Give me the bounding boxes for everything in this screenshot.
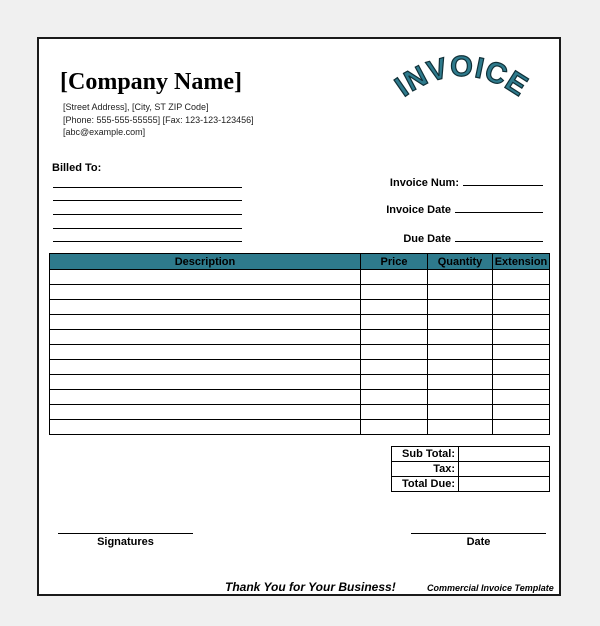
extension-cell[interactable] xyxy=(493,330,550,345)
extension-cell[interactable] xyxy=(493,270,550,285)
invoice-logo-text: INVOICE xyxy=(389,51,534,104)
column-header-extension: Extension xyxy=(493,254,550,270)
table-row xyxy=(50,420,550,435)
description-cell[interactable] xyxy=(50,300,361,315)
table-header-row xyxy=(50,254,550,270)
due-date-field[interactable] xyxy=(403,231,543,245)
billed-to-line[interactable] xyxy=(53,241,242,242)
description-cell[interactable] xyxy=(50,405,361,420)
subtotal-label: Sub Total: xyxy=(392,447,459,462)
table-row xyxy=(50,300,550,315)
price-cell[interactable] xyxy=(361,420,428,435)
description-cell[interactable] xyxy=(50,330,361,345)
quantity-cell[interactable] xyxy=(428,360,493,375)
description-cell[interactable] xyxy=(50,345,361,360)
table-row xyxy=(50,315,550,330)
invoice-num-blank[interactable] xyxy=(463,175,543,186)
tax-value[interactable] xyxy=(459,462,550,477)
signature-line[interactable] xyxy=(58,533,193,534)
column-header-price: Price xyxy=(361,254,428,270)
extension-cell[interactable] xyxy=(493,390,550,405)
template-caption: Commercial Invoice Template xyxy=(427,583,554,593)
billed-to-line[interactable] xyxy=(53,187,242,188)
table-row xyxy=(50,390,550,405)
table-row xyxy=(50,345,550,360)
company-email: [abc@example.com] xyxy=(63,127,146,137)
description-cell[interactable] xyxy=(50,315,361,330)
quantity-cell[interactable] xyxy=(428,330,493,345)
date-line[interactable] xyxy=(411,533,546,534)
price-cell[interactable] xyxy=(361,360,428,375)
quantity-cell[interactable] xyxy=(428,375,493,390)
invoice-num-field[interactable] xyxy=(390,175,543,189)
price-cell[interactable] xyxy=(361,270,428,285)
billed-to-label: Billed To: xyxy=(52,162,102,174)
price-cell[interactable] xyxy=(361,405,428,420)
signatures-label: Signatures xyxy=(97,536,154,548)
extension-cell[interactable] xyxy=(493,315,550,330)
price-cell[interactable] xyxy=(361,315,428,330)
quantity-cell[interactable] xyxy=(428,315,493,330)
description-cell[interactable] xyxy=(50,390,361,405)
tax-row xyxy=(392,462,550,477)
company-address: [Street Address], [City, ST ZIP Code] xyxy=(63,102,209,112)
invoice-date-field[interactable] xyxy=(386,202,543,216)
invoice-logo xyxy=(384,51,540,113)
total-due-value[interactable] xyxy=(459,477,550,492)
extension-cell[interactable] xyxy=(493,285,550,300)
description-cell[interactable] xyxy=(50,375,361,390)
totals-table xyxy=(391,446,550,492)
column-header-quantity: Quantity xyxy=(428,254,493,270)
thank-you-message: Thank You for Your Business! xyxy=(225,580,396,594)
quantity-cell[interactable] xyxy=(428,285,493,300)
extension-cell[interactable] xyxy=(493,345,550,360)
subtotal-row xyxy=(392,447,550,462)
invoice-sheet xyxy=(37,37,561,596)
price-cell[interactable] xyxy=(361,345,428,360)
quantity-cell[interactable] xyxy=(428,300,493,315)
price-cell[interactable] xyxy=(361,285,428,300)
extension-cell[interactable] xyxy=(493,300,550,315)
table-row xyxy=(50,285,550,300)
quantity-cell[interactable] xyxy=(428,405,493,420)
extension-cell[interactable] xyxy=(493,360,550,375)
quantity-cell[interactable] xyxy=(428,390,493,405)
tax-label: Tax: xyxy=(392,462,459,477)
billed-to-line[interactable] xyxy=(53,200,242,201)
invoice-date-blank[interactable] xyxy=(455,202,543,213)
price-cell[interactable] xyxy=(361,330,428,345)
subtotal-value[interactable] xyxy=(459,447,550,462)
description-cell[interactable] xyxy=(50,360,361,375)
due-date-blank[interactable] xyxy=(455,231,543,242)
due-date-label: Due Date xyxy=(403,233,451,245)
line-items-table xyxy=(49,253,550,435)
table-row xyxy=(50,360,550,375)
total-due-row xyxy=(392,477,550,492)
description-cell[interactable] xyxy=(50,420,361,435)
description-cell[interactable] xyxy=(50,285,361,300)
total-due-label: Total Due: xyxy=(392,477,459,492)
svg-text:INVOICE xyxy=(390,51,534,103)
billed-to-line[interactable] xyxy=(53,214,242,215)
column-header-description: Description xyxy=(50,254,361,270)
company-name: [Company Name] xyxy=(60,69,242,95)
price-cell[interactable] xyxy=(361,300,428,315)
table-row xyxy=(50,270,550,285)
invoice-date-label: Invoice Date xyxy=(386,204,451,216)
billed-to-line[interactable] xyxy=(53,228,242,229)
table-row xyxy=(50,375,550,390)
table-row xyxy=(50,330,550,345)
date-label: Date xyxy=(466,536,491,548)
invoice-num-label: Invoice Num: xyxy=(389,177,459,189)
quantity-cell[interactable] xyxy=(428,345,493,360)
extension-cell[interactable] xyxy=(493,405,550,420)
price-cell[interactable] xyxy=(361,375,428,390)
quantity-cell[interactable] xyxy=(428,270,493,285)
price-cell[interactable] xyxy=(361,390,428,405)
extension-cell[interactable] xyxy=(493,420,550,435)
extension-cell[interactable] xyxy=(493,375,550,390)
company-phone-fax: [Phone: 555-555-55555] [Fax: 123-123-123456] xyxy=(63,115,254,125)
table-row xyxy=(50,405,550,420)
quantity-cell[interactable] xyxy=(428,420,493,435)
description-cell[interactable] xyxy=(50,270,361,285)
